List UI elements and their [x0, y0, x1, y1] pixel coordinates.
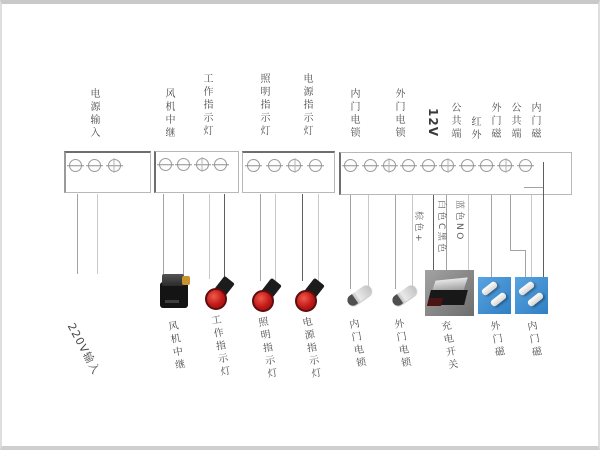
screw-terminal [344, 159, 357, 172]
wire [468, 195, 469, 278]
wire [491, 195, 492, 278]
bottom-label-work-indicator: 工作指示灯 [208, 313, 231, 380]
wire [302, 194, 303, 281]
bottom-label-220v-input: 220V输入 [64, 320, 103, 377]
wire [525, 250, 526, 278]
top-label-power-input: 电源输入 [88, 88, 99, 140]
top-label-inner-door-magnet: 内门磁 [529, 102, 540, 141]
top-label-light-indicator: 照明指示灯 [258, 73, 269, 138]
wire [510, 250, 526, 251]
top-label-outer-door-magnet: 外门磁 [489, 102, 500, 141]
screw-terminal [214, 158, 227, 171]
lamp-red-lens [295, 290, 317, 312]
wire [97, 194, 98, 274]
bottom-label-light-indicator: 照明指示灯 [255, 315, 278, 382]
bottom-label-inner-door-lock: 内门电锁 [346, 317, 366, 372]
magnet-capsule [490, 292, 508, 308]
top-label-fan-relay: 风机中继 [163, 88, 174, 140]
wire [275, 194, 276, 281]
wire [368, 195, 369, 289]
wire [350, 195, 351, 289]
annotation-blue-no: 蓝色NO [454, 200, 464, 242]
magnet-capsule [518, 281, 536, 297]
relay-top [162, 274, 184, 286]
inner-door-magnet-photo [515, 277, 548, 314]
wire [318, 194, 319, 281]
screw-terminal [364, 159, 377, 172]
wire [260, 194, 261, 281]
wire [433, 195, 434, 271]
bottom-label-power-indicator: 电源指示灯 [299, 315, 322, 382]
wire [224, 194, 225, 279]
bottom-label-outer-door-magnet: 外门磁 [487, 319, 505, 361]
outer-door-magnet-photo [478, 277, 511, 314]
top-label-common-2: 公共端 [509, 102, 520, 141]
annotation-white-c-black: 白色C黑色 [436, 200, 446, 255]
screw-terminal [441, 159, 454, 172]
screw-terminal [422, 159, 435, 172]
wire [209, 194, 210, 279]
terminal-block-power [64, 151, 151, 193]
terminal-block-indicators [242, 151, 335, 193]
screw-terminal [108, 159, 121, 172]
screw-terminal [383, 159, 396, 172]
top-label-work-indicator: 工作指示灯 [201, 73, 212, 138]
top-label-inner-door-lock: 内门电锁 [348, 88, 359, 140]
screw-terminal [88, 159, 101, 172]
wire [183, 194, 184, 275]
bottom-label-inner-door-magnet: 内门磁 [524, 319, 542, 361]
switch-detail [427, 298, 443, 306]
bottom-label-fan-relay: 风机中继 [165, 319, 185, 374]
top-label-outer-door-lock: 外门电锁 [393, 88, 404, 140]
work-indicator-lamp-icon [204, 278, 234, 312]
light-indicator-lamp-icon [251, 280, 281, 314]
terminal-block-locks-sensors [339, 152, 572, 195]
terminal-block-relay-work [154, 151, 239, 193]
top-label-power-indicator: 电源指示灯 [301, 73, 312, 138]
wire [543, 162, 544, 278]
wire [163, 194, 164, 275]
screw-terminal [247, 159, 260, 172]
relay-pin [165, 300, 179, 303]
screw-terminal [480, 159, 493, 172]
wire [531, 195, 532, 278]
screw-terminal [268, 159, 281, 172]
bottom-label-outer-door-lock: 外门电锁 [391, 317, 411, 372]
lamp-red-lens [205, 288, 227, 310]
charge-switch-photo [425, 270, 474, 316]
wire [77, 194, 78, 274]
wire [510, 195, 511, 250]
screw-terminal [499, 159, 512, 172]
fan-relay-icon [158, 274, 190, 308]
screw-terminal [159, 158, 172, 171]
screw-terminal [177, 158, 190, 171]
wire [524, 187, 543, 188]
annotation-brown-plus: 棕色+ [413, 211, 423, 245]
screw-terminal [402, 159, 415, 172]
screw-terminal [309, 159, 322, 172]
screw-terminal [461, 159, 474, 172]
screw-terminal [196, 158, 209, 171]
power-indicator-lamp-icon [294, 280, 324, 314]
bottom-label-charge-switch: 充电开关 [438, 319, 458, 374]
screw-terminal [69, 159, 82, 172]
screw-terminal [519, 159, 532, 172]
relay-contact [182, 276, 190, 285]
lamp-red-lens [252, 290, 274, 312]
top-label-infrared: 红外 [469, 116, 480, 142]
screw-terminal [288, 159, 301, 172]
wire [395, 195, 396, 289]
magnet-capsule [527, 292, 545, 308]
magnet-capsule [481, 281, 499, 297]
top-label-common-1: 公共端 [449, 102, 460, 141]
top-label-12v: 12V [426, 108, 440, 137]
